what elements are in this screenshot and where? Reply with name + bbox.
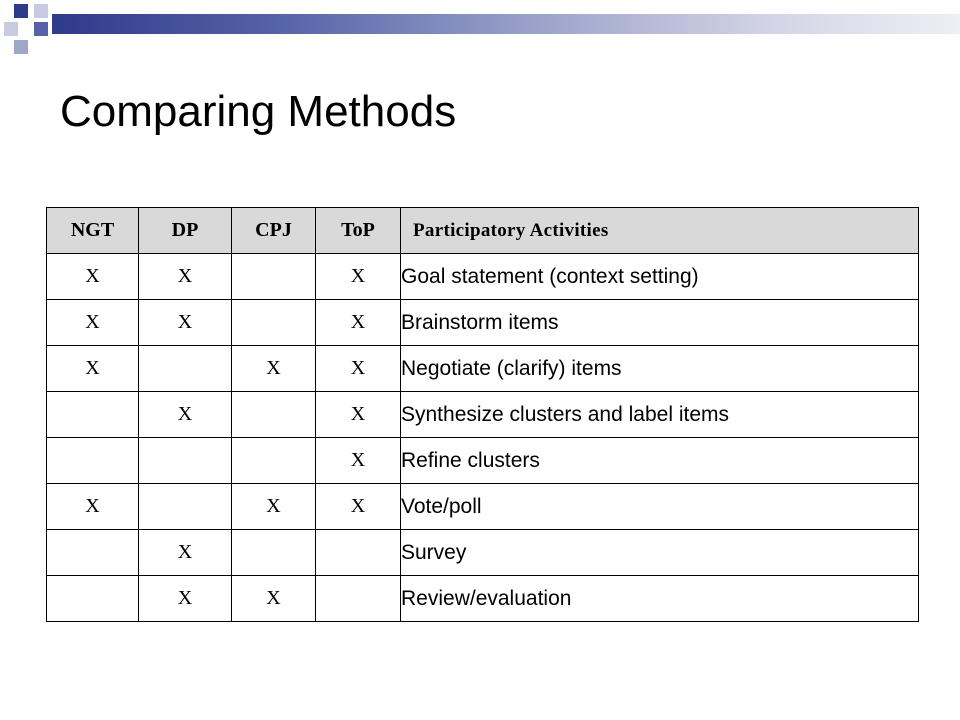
cell-ngt (47, 576, 139, 622)
cell-dp: X (139, 576, 232, 622)
cell-top: X (316, 300, 401, 346)
cell-top: X (316, 346, 401, 392)
table-row (47, 254, 919, 300)
cell-activity: Goal statement (context setting) (401, 254, 919, 300)
cell-ngt: X (47, 254, 139, 300)
header-ngt: NGT (47, 208, 139, 254)
table-header-row (47, 208, 919, 254)
slide-title: Comparing Methods (60, 87, 457, 136)
cell-dp: X (139, 300, 232, 346)
cell-top: X (316, 254, 401, 300)
cell-top: X (316, 438, 401, 484)
table-row (47, 438, 919, 484)
header-participatory-activities: Participatory Activities (401, 208, 919, 254)
cell-activity: Vote/poll (401, 484, 919, 530)
table-row (47, 300, 919, 346)
cell-activity: Negotiate (clarify) items (401, 346, 919, 392)
cell-cpj (232, 530, 316, 576)
cell-top: X (316, 484, 401, 530)
cell-dp (139, 438, 232, 484)
cell-cpj: X (232, 346, 316, 392)
cell-cpj: X (232, 484, 316, 530)
cell-activity: Synthesize clusters and label items (401, 392, 919, 438)
cell-dp: X (139, 254, 232, 300)
header-dp: DP (139, 208, 232, 254)
cell-ngt (47, 438, 139, 484)
cell-dp: X (139, 530, 232, 576)
header-gradient-bar (52, 14, 960, 34)
cell-top: X (316, 392, 401, 438)
cell-activity: Brainstorm items (401, 300, 919, 346)
header-top: ToP (316, 208, 401, 254)
cell-ngt: X (47, 346, 139, 392)
table-row (47, 346, 919, 392)
cell-dp (139, 346, 232, 392)
cell-top (316, 530, 401, 576)
header-cpj: CPJ (232, 208, 316, 254)
methods-comparison-table (46, 207, 919, 622)
table-row (47, 484, 919, 530)
cell-cpj (232, 300, 316, 346)
cell-cpj (232, 254, 316, 300)
table-row (47, 576, 919, 622)
cell-activity: Review/evaluation (401, 576, 919, 622)
cell-cpj (232, 438, 316, 484)
cell-ngt (47, 530, 139, 576)
cell-top (316, 576, 401, 622)
cell-ngt: X (47, 300, 139, 346)
cell-dp: X (139, 392, 232, 438)
cell-activity: Refine clusters (401, 438, 919, 484)
cell-ngt: X (47, 484, 139, 530)
cell-dp (139, 484, 232, 530)
table-row (47, 392, 919, 438)
cell-cpj: X (232, 576, 316, 622)
cell-ngt (47, 392, 139, 438)
table-row (47, 530, 919, 576)
cell-cpj (232, 392, 316, 438)
cell-activity: Survey (401, 530, 919, 576)
